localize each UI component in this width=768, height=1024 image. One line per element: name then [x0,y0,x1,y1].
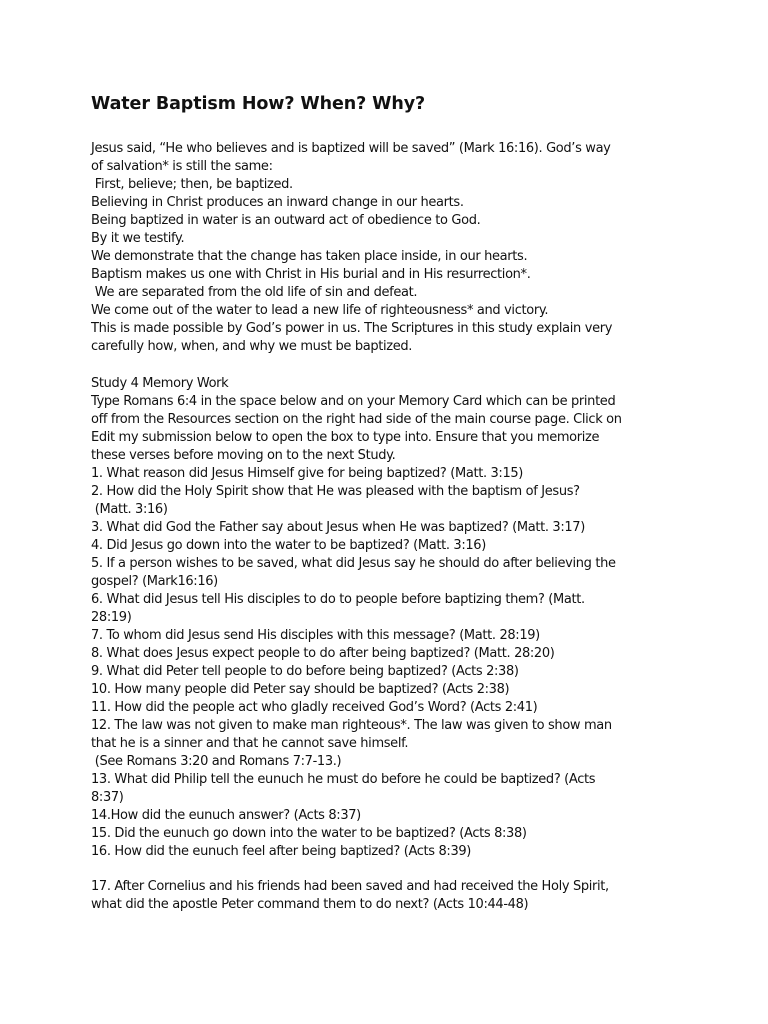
question-line: 3. What did God the Father say about Jesus when He was baptized? (Matt. 3:17) [91,520,585,535]
study-line: Type Romans 6:4 in the space below and on your Memory Card which can be printed [91,394,616,409]
question-line: 17. After Cornelius and his friends had been saved and had received the Holy Spirit, [91,879,609,894]
intro-line: of salvation* is still the same: [91,159,273,174]
question-line: 11. How did the people act who gladly received God’s Word? (Acts 2:41) [91,700,538,715]
question-line: what did the apostle Peter command them to do next? (Acts 10:44-48) [91,897,529,912]
question-line: 2. How did the Holy Spirit show that He was pleased with the baptism of Jesus? [91,484,580,499]
intro-line: Believing in Christ produces an inward change in our hearts. [91,195,464,210]
question-17 [91,878,681,914]
study-line: off from the Resources section on the right had side of the main course page. Click on [91,412,622,427]
intro-line: Baptism makes us one with Christ in His burial and in His resurrection*. [91,267,531,282]
question-line: 28:19) [91,610,132,625]
study-line: these verses before moving on to the next Study. [91,448,396,463]
intro-line: Jesus said, “He who believes and is baptized will be saved” (Mark 16:16). God’s way [91,141,611,156]
question-line: 14.How did the eunuch answer? (Acts 8:37) [91,808,361,823]
question-line: that he is a sinner and that he cannot save himself. [91,736,409,751]
question-line: 6. What did Jesus tell His disciples to do to people before baptizing them? (Matt. [91,592,585,607]
intro-line: This is made possible by God’s power in us. The Scriptures in this study explain very [91,321,613,336]
study-heading: Study 4 Memory Work [91,376,229,391]
question-line: 12. The law was not given to make man righteous*. The law was given to show man [91,718,612,733]
study-line: Edit my submission below to open the box to type into. Ensure that you memorize [91,430,600,445]
question-line: (See Romans 3:20 and Romans 7:7-13.) [91,754,342,769]
question-line: 8. What does Jesus expect people to do after being baptized? (Matt. 28:20) [91,646,555,661]
question-line: gospel? (Mark16:16) [91,574,218,589]
question-line: 10. How many people did Peter say should be baptized? (Acts 2:38) [91,682,510,697]
study-questions [91,375,681,861]
question-line: (Matt. 3:16) [91,502,168,517]
intro-line: We demonstrate that the change has taken place inside, in our hearts. [91,249,528,264]
intro-line: First, believe; then, be baptized. [91,177,293,192]
intro-line: Being baptized in water is an outward act of obedience to God. [91,213,481,228]
page-title: Water Baptism How? When? Why? [91,94,426,114]
intro-line: carefully how, when, and why we must be baptized. [91,339,413,354]
question-line: 5. If a person wishes to be saved, what did Jesus say he should do after believing the [91,556,616,571]
question-line: 7. To whom did Jesus send His disciples with this message? (Matt. 28:19) [91,628,540,643]
question-line: 8:37) [91,790,124,805]
question-line: 16. How did the eunuch feel after being baptized? (Acts 8:39) [91,844,472,859]
intro-paragraph [91,140,681,356]
question-line: 4. Did Jesus go down into the water to be baptized? (Matt. 3:16) [91,538,486,553]
question-line: 1. What reason did Jesus Himself give for being baptized? (Matt. 3:15) [91,466,524,481]
question-line: 15. Did the eunuch go down into the water to be baptized? (Acts 8:38) [91,826,527,841]
intro-line: We come out of the water to lead a new life of righteousness* and victory. [91,303,549,318]
question-line: 13. What did Philip tell the eunuch he must do before he could be baptized? (Acts [91,772,596,787]
question-line: 9. What did Peter tell people to do before being baptized? (Acts 2:38) [91,664,519,679]
intro-line: By it we testify. [91,231,185,246]
intro-line: We are separated from the old life of sin and defeat. [91,285,418,300]
